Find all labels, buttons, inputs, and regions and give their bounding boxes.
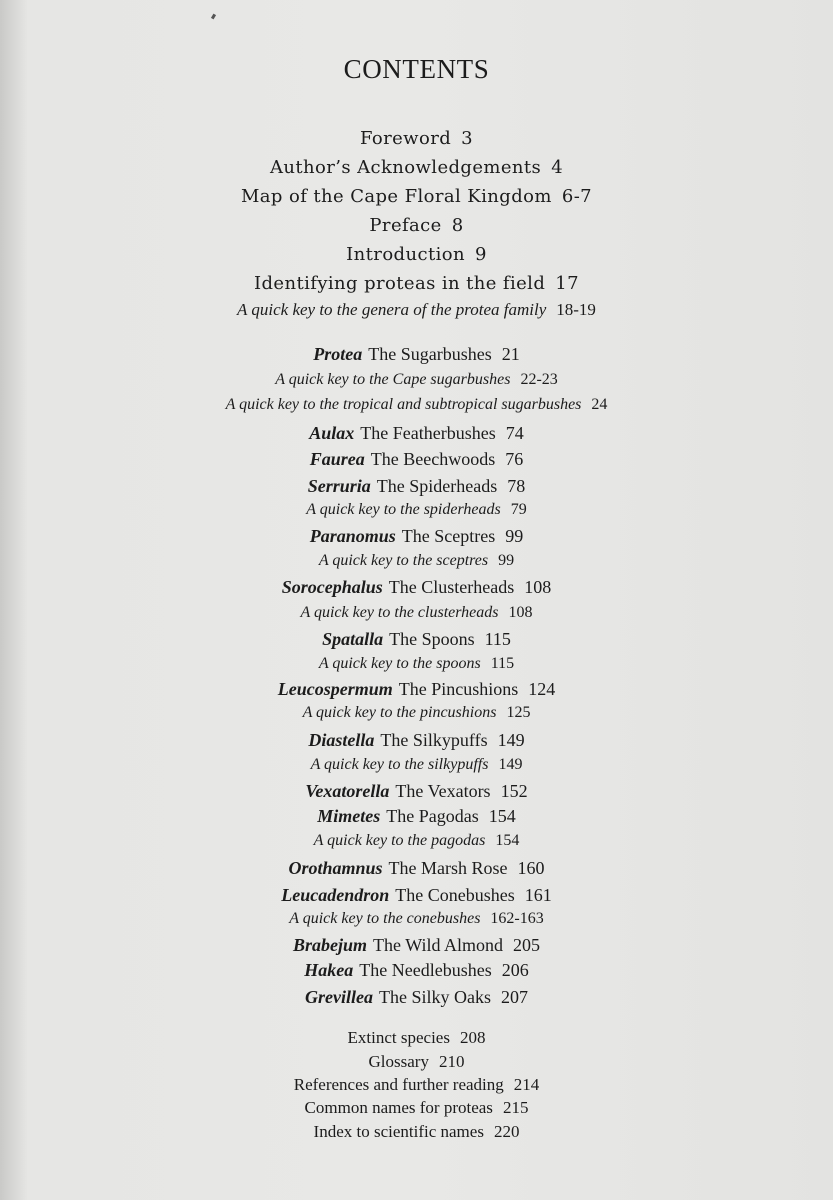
key-label: A quick key to the clusterheads	[300, 604, 499, 621]
entry-page-number: 125	[506, 704, 531, 721]
entry-page-number: 21	[501, 344, 520, 364]
quick-key-entry	[0, 552, 833, 570]
entry-page-number: 8	[451, 215, 464, 236]
entry-page-number: 215	[502, 1098, 529, 1117]
entry-label: Map of the Cape Floral Kingdom	[240, 186, 552, 207]
entry-page-number: 78	[507, 476, 526, 496]
key-label: A quick key to the pincushions	[302, 704, 497, 721]
entry-label: Foreword	[359, 128, 452, 149]
ink-speck	[211, 14, 216, 20]
entry-label: Identifying proteas in the field	[254, 273, 546, 294]
entry-label: Glossary	[368, 1052, 429, 1071]
entry-page-number: 161	[524, 885, 552, 905]
common-name: The Sceptres	[401, 526, 496, 546]
toc-entry	[0, 1122, 833, 1142]
common-name: The Spiderheads	[376, 476, 498, 496]
quick-key-entry	[0, 832, 833, 850]
entry-label: Introduction	[346, 244, 465, 265]
genus-entry	[0, 935, 833, 956]
genus-entry	[0, 629, 833, 650]
genus-name: Protea	[313, 344, 363, 364]
quick-key-entry	[0, 501, 833, 519]
common-name: The Featherbushes	[360, 423, 496, 443]
entry-page-number: 124	[528, 679, 556, 699]
entry-page-number: 149	[497, 730, 525, 750]
toc-entry	[0, 1075, 833, 1095]
entry-page-number: 162-163	[490, 910, 544, 927]
toc-entry	[0, 273, 833, 294]
entry-page-number: 220	[493, 1122, 520, 1141]
genus-name: Paranomus	[309, 526, 396, 546]
genus-name: Grevillea	[305, 987, 373, 1007]
genus-name: Spatalla	[322, 629, 384, 649]
common-name: The Wild Almond	[373, 935, 503, 955]
entry-label: A quick key to the genera of the protea family	[237, 300, 547, 319]
genus-entry	[0, 679, 833, 700]
genus-name: Vexatorella	[305, 781, 390, 801]
entry-page-number: 206	[501, 960, 529, 980]
genus-name: Leucadendron	[281, 885, 390, 905]
genus-entry	[0, 476, 833, 497]
genus-name: Orothamnus	[288, 858, 383, 878]
entry-page-number: 79	[510, 501, 527, 518]
entry-label: References and further reading	[293, 1075, 504, 1094]
common-name: The Clusterheads	[388, 577, 515, 597]
quick-key-entry	[0, 704, 833, 722]
entry-label: Extinct species	[347, 1028, 450, 1047]
entry-page-number: 115	[490, 655, 515, 672]
genus-entry	[0, 960, 833, 981]
entry-page-number: 208	[459, 1028, 486, 1047]
key-label: A quick key to the tropical and subtropical sugarbushes	[225, 396, 582, 413]
entry-page-number: 205	[512, 935, 540, 955]
genus-entry	[0, 806, 833, 827]
common-name: The Silky Oaks	[378, 987, 491, 1007]
genus-name: Faurea	[309, 449, 365, 469]
toc-entry	[0, 186, 833, 207]
genus-name: Diastella	[308, 730, 375, 750]
genus-entry	[0, 987, 833, 1008]
entry-page-number: 160	[517, 858, 545, 878]
toc-entry	[0, 215, 833, 236]
genus-name: Mimetes	[317, 806, 381, 826]
entry-page-number: 6-7	[561, 186, 593, 207]
genus-entry	[0, 526, 833, 547]
quick-key-entry	[0, 756, 833, 774]
entry-label: Preface	[369, 215, 442, 236]
entry-page-number: 154	[488, 806, 516, 826]
entry-page-number: 22-23	[520, 371, 558, 388]
entry-page-number: 99	[498, 552, 515, 569]
toc-entry	[0, 1098, 833, 1118]
key-label: A quick key to the sceptres	[318, 552, 489, 569]
common-name: The Needlebushes	[359, 960, 492, 980]
entry-page-number: 210	[438, 1052, 465, 1071]
common-name: The Pincushions	[398, 679, 519, 699]
toc-entry	[0, 157, 833, 178]
entry-page-number: 9	[474, 244, 487, 265]
common-name: The Vexators	[395, 781, 491, 801]
entry-page-number: 74	[505, 423, 524, 443]
quick-key-entry	[0, 396, 833, 414]
quick-key-entry	[0, 604, 833, 622]
entry-label: Common names for proteas	[304, 1098, 493, 1117]
genus-entry	[0, 449, 833, 470]
key-label: A quick key to the pagodas	[313, 832, 486, 849]
genus-entry	[0, 577, 833, 598]
entry-page-number: 18-19	[556, 300, 596, 319]
toc-entry	[0, 1028, 833, 1048]
entry-page-number: 154	[495, 832, 520, 849]
genus-entry	[0, 730, 833, 751]
common-name: The Sugarbushes	[368, 344, 492, 364]
entry-page-number: 214	[513, 1075, 540, 1094]
entry-page-number: 4	[551, 157, 564, 178]
genus-entry	[0, 344, 833, 365]
key-label: A quick key to the conebushes	[289, 910, 481, 927]
common-name: The Pagodas	[386, 806, 479, 826]
genus-entry	[0, 781, 833, 802]
entry-page-number: 149	[498, 756, 523, 773]
toc-entry	[0, 128, 833, 149]
key-label: A quick key to the spiderheads	[306, 501, 501, 518]
common-name: The Beechwoods	[370, 449, 496, 469]
entry-page-number: 3	[461, 128, 474, 149]
genus-name: Sorocephalus	[281, 577, 383, 597]
toc-entry	[0, 244, 833, 265]
entry-page-number: 108	[508, 604, 533, 621]
genus-entry	[0, 858, 833, 879]
entry-page-number: 115	[484, 629, 511, 649]
key-label: A quick key to the Cape sugarbushes	[275, 371, 511, 388]
common-name: The Conebushes	[395, 885, 515, 905]
toc-entry	[0, 1052, 833, 1072]
key-label: A quick key to the silkypuffs	[310, 756, 489, 773]
common-name: The Spoons	[389, 629, 475, 649]
entry-page-number: 99	[505, 526, 524, 546]
genus-entry	[0, 885, 833, 906]
entry-page-number: 17	[555, 273, 579, 294]
entry-page-number: 24	[591, 396, 608, 413]
genus-name: Leucospermum	[277, 679, 393, 699]
entry-page-number: 207	[500, 987, 528, 1007]
genus-name: Hakea	[304, 960, 354, 980]
entry-page-number: 76	[505, 449, 524, 469]
genus-name: Brabejum	[293, 935, 368, 955]
common-name: The Silkypuffs	[380, 730, 488, 750]
entry-page-number: 108	[524, 577, 552, 597]
genus-name: Serruria	[307, 476, 371, 496]
family-key-entry	[0, 300, 833, 320]
genus-entry	[0, 423, 833, 444]
common-name: The Marsh Rose	[388, 858, 508, 878]
entry-label: Index to scientific names	[313, 1122, 484, 1141]
genus-name: Aulax	[309, 423, 355, 443]
entry-label: Author’s Acknowledgements	[269, 157, 542, 178]
entry-page-number: 152	[500, 781, 528, 801]
quick-key-entry	[0, 910, 833, 928]
quick-key-entry	[0, 371, 833, 389]
key-label: A quick key to the spoons	[318, 655, 481, 672]
quick-key-entry	[0, 655, 833, 673]
page-title: CONTENTS	[343, 54, 490, 84]
